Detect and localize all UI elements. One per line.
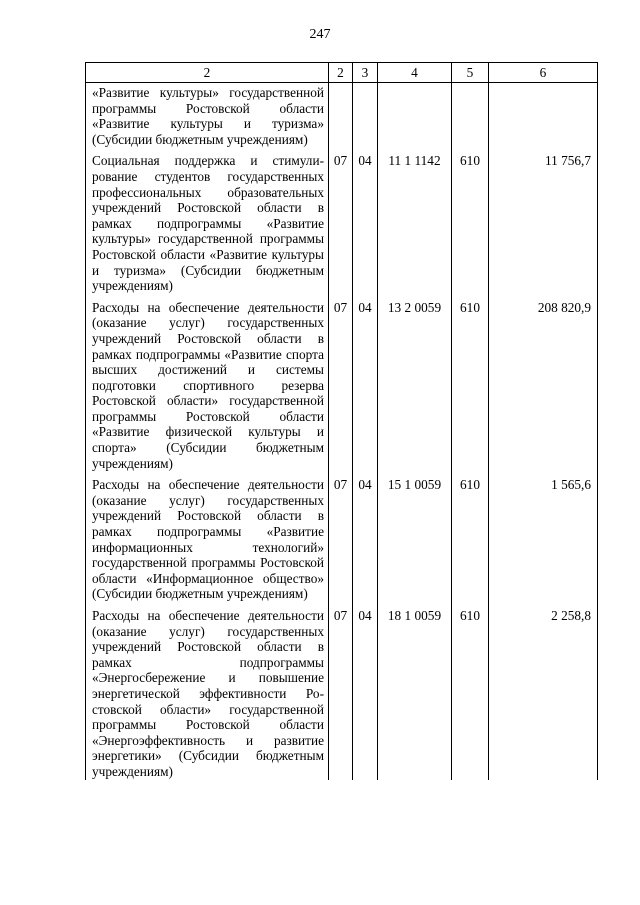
header-col-description: 2: [86, 63, 329, 83]
row-pr: [353, 83, 378, 148]
row-sum: 208 820,9: [489, 294, 598, 472]
row-csr: 11 1 1142: [378, 147, 452, 293]
row-vr: 610: [452, 471, 489, 602]
row-rz: [329, 83, 353, 148]
row-description: Расходы на обеспечение деятельности (оказание услуг) государственных учреждений Ростовской области в рамках подпрограммы «Развитие информационных технологий» государственной программы Ростовской области «Информационное общество» (Субсидии бюджетным учреждениям): [86, 471, 329, 602]
row-csr: 13 2 0059: [378, 294, 452, 472]
table-row: [86, 83, 598, 148]
row-pr: 04: [353, 471, 378, 602]
row-sum: 1 565,6: [489, 471, 598, 602]
header-col-vr: 5: [452, 63, 489, 83]
row-vr: 610: [452, 147, 489, 293]
header-col-sum: 6: [489, 63, 598, 83]
table-row: [86, 602, 598, 780]
table-row: [86, 471, 598, 602]
row-rz: 07: [329, 602, 353, 780]
row-csr: 15 1 0059: [378, 471, 452, 602]
row-rz: 07: [329, 471, 353, 602]
row-sum: 11 756,7: [489, 147, 598, 293]
row-sum: 2 258,8: [489, 602, 598, 780]
budget-table: [85, 62, 598, 780]
page-number: 247: [309, 27, 331, 42]
row-vr: [452, 83, 489, 148]
row-description: Социальная поддержка и стимулирование студентов государственных профессиональных образовательных учреждений Ростовской области в рамках подпрограммы «Развитие культуры» государственной программы Ростовской области «Развитие культуры и туризма» (Субсидии бюджетным учреждениям): [86, 147, 329, 293]
row-description: «Развитие культуры» государственной программы Ростовской области «Развитие культуры и туризма» (Субсидии бюджетным учреждениям): [86, 83, 329, 148]
row-pr: 04: [353, 147, 378, 293]
table-row: [86, 294, 598, 472]
row-csr: [378, 83, 452, 148]
row-csr: 18 1 0059: [378, 602, 452, 780]
table-header-row: [86, 63, 598, 83]
row-vr: 610: [452, 294, 489, 472]
header-col-csr: 4: [378, 63, 452, 83]
row-description: Расходы на обеспечение деятельности (оказание услуг) государственных учреждений Ростовской области в рамках подпрограммы «Энергосбережение и повышение энергетической эффективности Ростовской области» государственной программы Ростовской области «Энергоэффективность и развитие энергетики» (Субсидии бюджетным учреждениям): [86, 602, 329, 780]
row-sum: [489, 83, 598, 148]
row-vr: 610: [452, 602, 489, 780]
row-description: Расходы на обеспечение деятельности (оказание услуг) государственных учреждений Ростовской области в рамках подпрограммы «Развитие спорта высших достижений и системы подготовки спортивного резерва Ростовской области» государственной программы Ростовской области «Развитие физической культуры и спорта» (Субсидии бюджетным учреждениям): [86, 294, 329, 472]
row-rz: 07: [329, 294, 353, 472]
header-col-rz: 2: [329, 63, 353, 83]
row-rz: 07: [329, 147, 353, 293]
header-col-pr: 3: [353, 63, 378, 83]
row-pr: 04: [353, 602, 378, 780]
table-row: [86, 147, 598, 293]
row-pr: 04: [353, 294, 378, 472]
